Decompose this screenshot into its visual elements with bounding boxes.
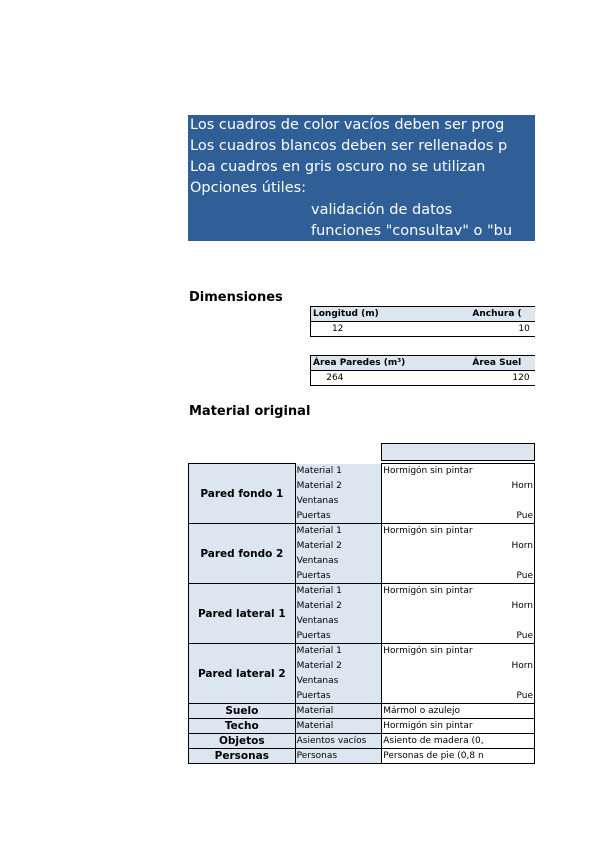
material-value[interactable] [382,494,535,509]
row-label: Puertas [295,629,382,644]
wall-area-header: Área Paredes (m³) [311,356,471,371]
surface-label: Suelo [189,704,296,719]
material-value[interactable]: Personas de pie (0,8 n [382,749,535,764]
surface-label: Personas [189,749,296,764]
surface-label: Techo [189,719,296,734]
material-value[interactable]: Horn [382,659,535,674]
row-label: Ventanas [295,674,382,689]
row-label: Material 1 [295,644,382,659]
instruction-line: Loa cuadros en gris oscuro no se utilizan [190,159,486,175]
row-label: Material 1 [295,524,382,539]
material-value[interactable]: Mármol o azulejo [382,704,535,719]
dimensions-table [310,306,535,337]
instructions-banner [188,115,535,241]
instruction-line: Los cuadros blancos deben ser rellenados p [190,138,508,154]
material-header-cell [382,444,535,461]
floor-area-header: Área Suel [470,356,535,371]
row-label: Material 2 [295,539,382,554]
row-label: Material [295,704,382,719]
length-header: Longitud (m) [311,307,471,322]
row-label: Ventanas [295,614,382,629]
row-label: Puertas [295,689,382,704]
row-label: Material 2 [295,599,382,614]
group-label: Pared lateral 2 [189,644,296,704]
row-label: Material [295,719,382,734]
wall-area-value: 264 [311,371,471,386]
row-label: Asientos vacíos [295,734,382,749]
material-value[interactable]: Pue [382,509,535,524]
material-value[interactable]: Horn [382,479,535,494]
instruction-line: Opciones útiles: [190,180,307,196]
row-label: Material 2 [295,479,382,494]
row-label: Material 1 [295,464,382,479]
material-value[interactable] [382,554,535,569]
row-label: Ventanas [295,494,382,509]
material-value[interactable]: Hormigón sin pintar [382,524,535,539]
instruction-line: funciones "consultav" o "bu [311,223,513,239]
row-label: Puertas [295,569,382,584]
material-value[interactable]: Hormigón sin pintar [382,464,535,479]
group-label: Pared fondo 1 [189,464,296,524]
instruction-line: Los cuadros de color vacíos deben ser prog [190,117,505,133]
row-label: Material 2 [295,659,382,674]
row-label: Personas [295,749,382,764]
material-value[interactable] [382,614,535,629]
floor-area-value: 120 [470,371,535,386]
material-value[interactable]: Hormigón sin pintar [382,719,535,734]
material-value[interactable]: Pue [382,569,535,584]
group-label: Pared lateral 1 [189,584,296,644]
row-label: Material 1 [295,584,382,599]
material-value[interactable]: Horn [382,599,535,614]
material-table [188,443,535,764]
material-heading: Material original [189,404,311,419]
row-label: Puertas [295,509,382,524]
material-value[interactable]: Hormigón sin pintar [382,644,535,659]
material-value[interactable]: Asiento de madera (0, [382,734,535,749]
areas-table [310,355,535,386]
surface-label: Objetos [189,734,296,749]
dimensions-heading: Dimensiones [189,290,283,305]
instruction-line: validación de datos [311,202,453,218]
material-value[interactable]: Hormigón sin pintar [382,584,535,599]
width-value[interactable]: 10 [470,322,535,337]
material-value[interactable]: Pue [382,629,535,644]
material-value[interactable]: Horn [382,539,535,554]
material-value[interactable] [382,674,535,689]
row-label: Ventanas [295,554,382,569]
material-value[interactable]: Pue [382,689,535,704]
width-header: Anchura ( [470,307,535,322]
group-label: Pared fondo 2 [189,524,296,584]
length-value[interactable]: 12 [311,322,471,337]
